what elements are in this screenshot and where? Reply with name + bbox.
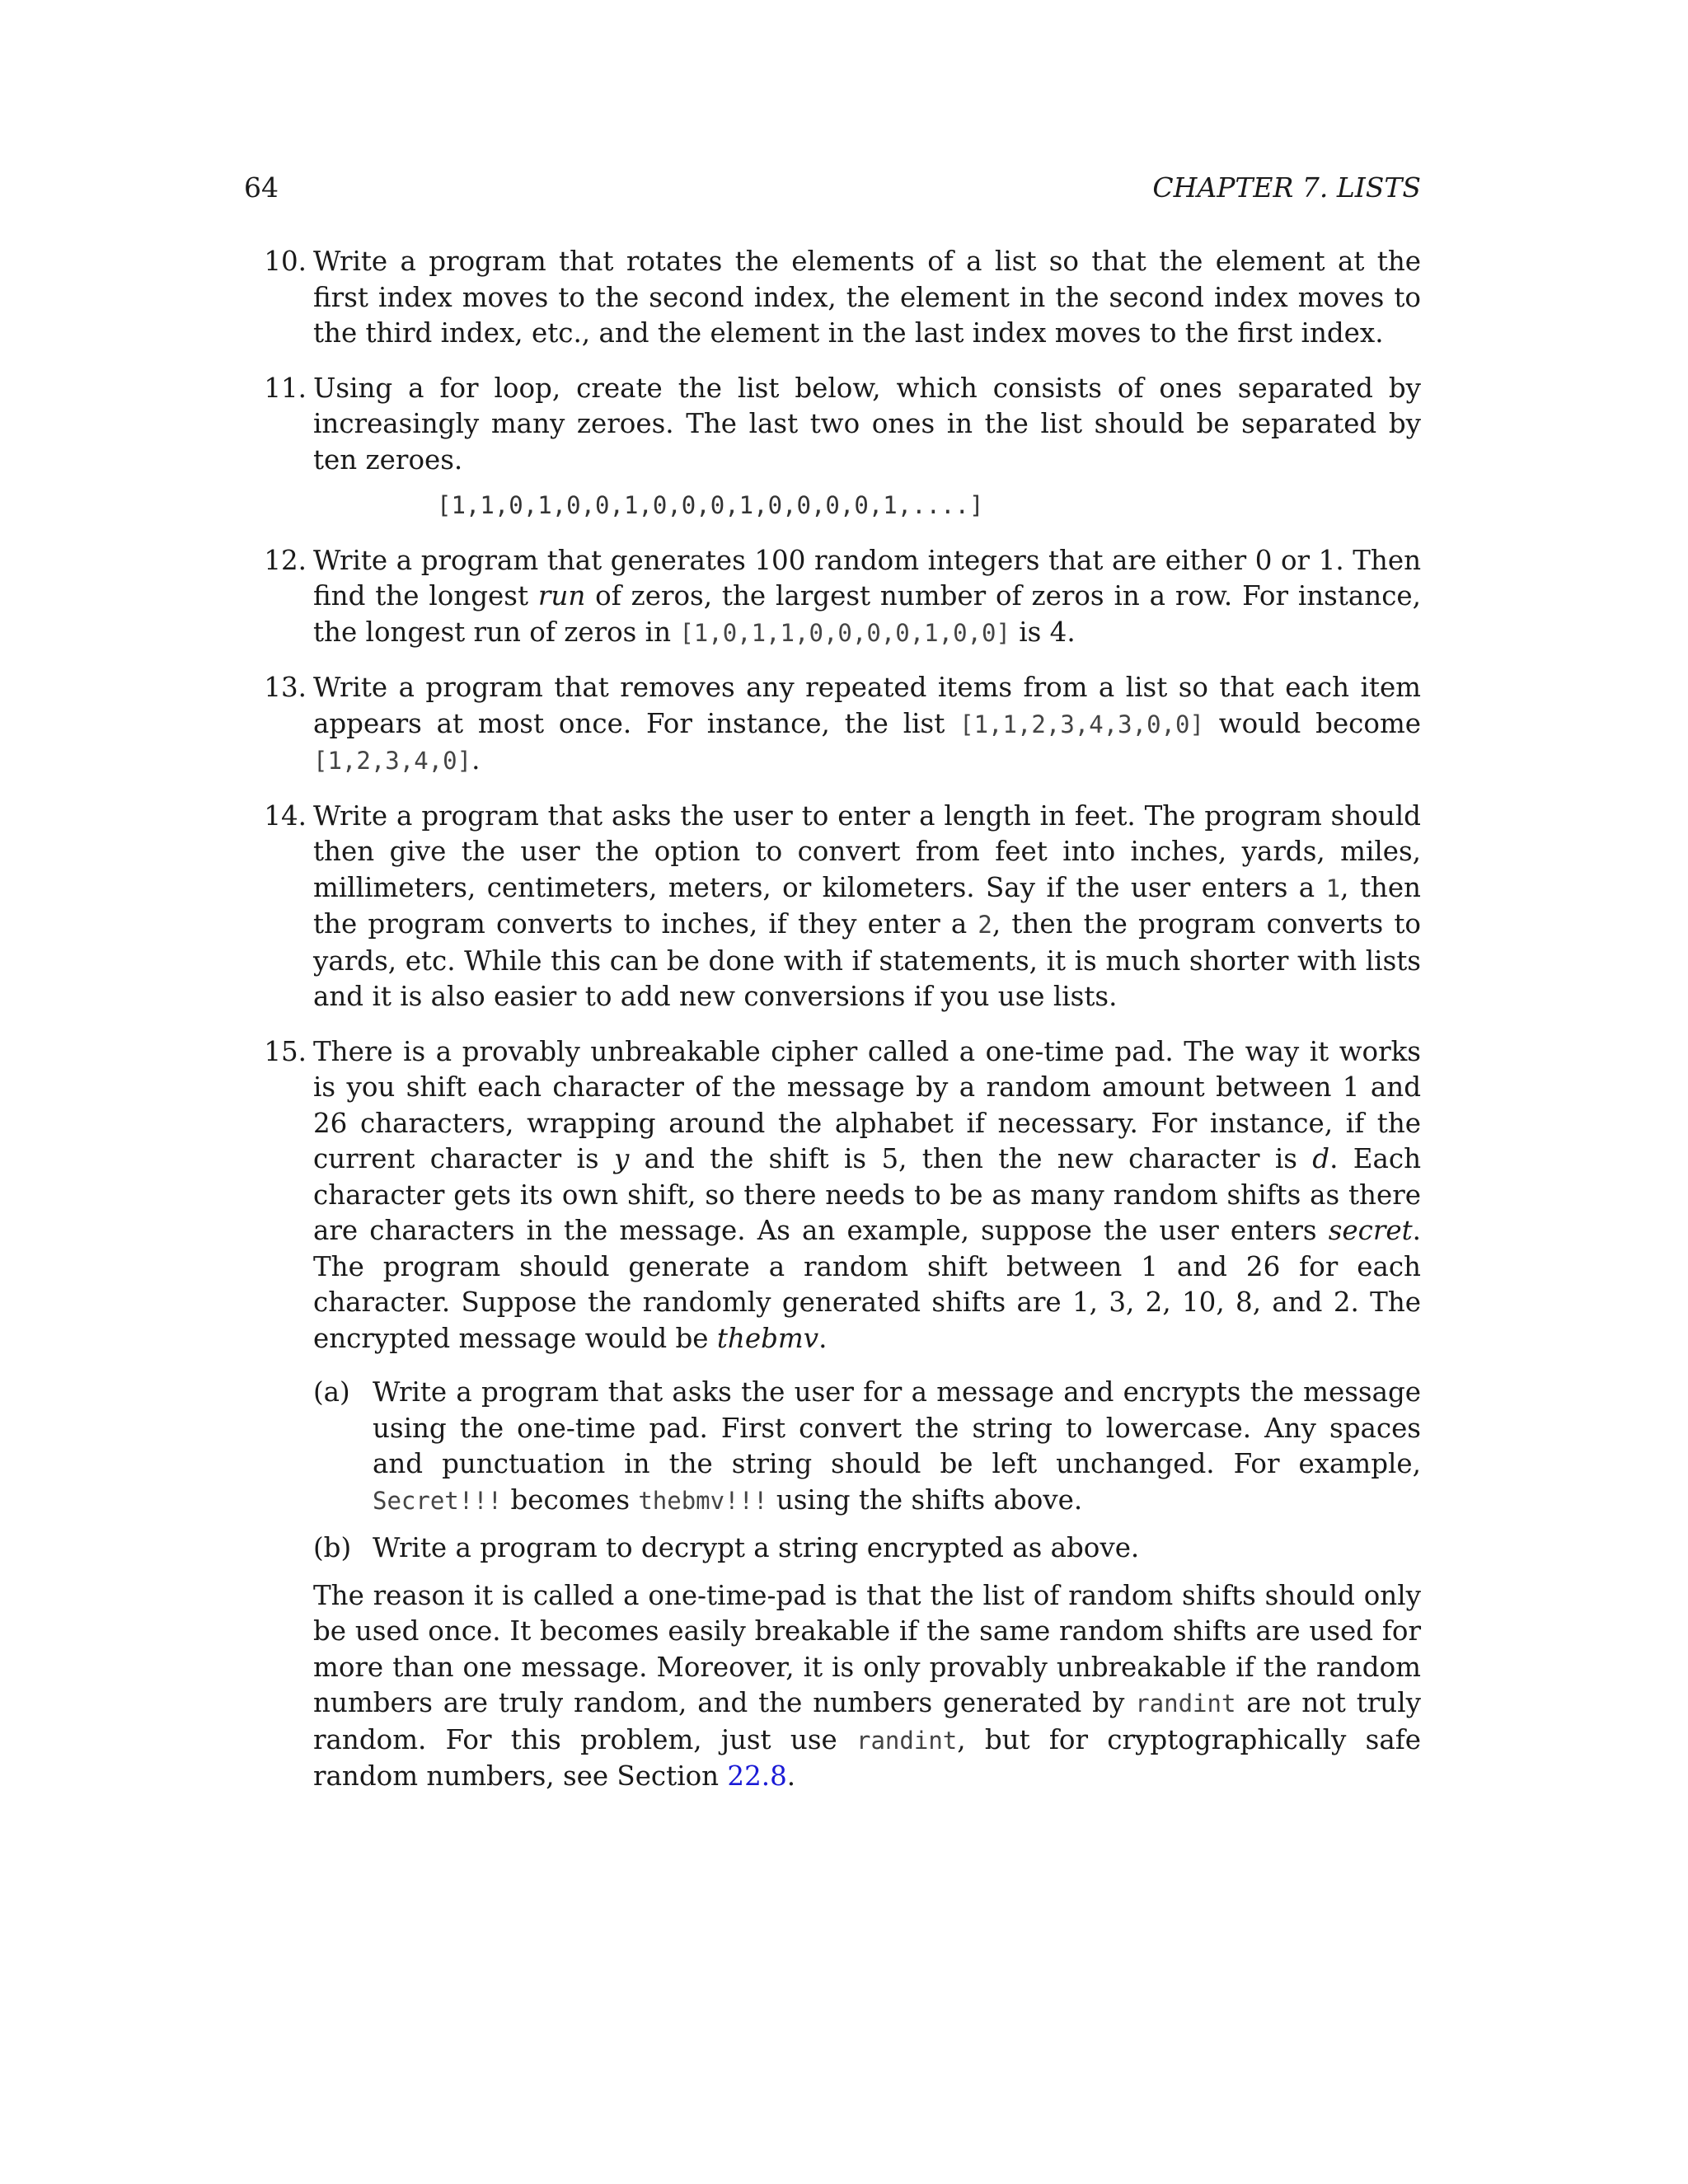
subpart-text xyxy=(373,1375,1421,1519)
exercise-body xyxy=(313,244,1421,352)
text-run: . xyxy=(471,744,481,776)
inline-code: Secret!!! xyxy=(373,1486,503,1515)
text-run: and the shift is 5, then the new character is xyxy=(629,1143,1313,1174)
inline-code: randint xyxy=(856,1726,958,1755)
text-run: Write a program that asks the user to enter a length in feet. The program should then give the user the option to convert from feet into inches, yards, miles, millimeters, centimeters, meters, or kilometers. Say if the user enters a xyxy=(313,799,1421,903)
text-run: , then the program converts to inches, if they enter a xyxy=(313,871,1421,940)
subpart-list xyxy=(313,1375,1421,1567)
text-run: of zeros, the largest number of zeros in a row. For instance, the longest run of zeros in xyxy=(313,580,1421,648)
emphasis-term: secret xyxy=(1328,1215,1413,1246)
exercise-11 xyxy=(244,371,1421,524)
exercise-number: 13. xyxy=(264,672,307,703)
page-number: 64 xyxy=(244,171,279,204)
text-run: There is a provably unbreakable cipher called a one-time pad. The way it works is you shift each character of the message by a random amount between 1 and 26 characters, wrapping around the alphabet if necessary. For instance, if the current character is xyxy=(313,1035,1421,1174)
text-run: Write a program that asks the user for a message and encrypts the message using the one-time pad. First convert the string to lowercase. Any spaces and punctuation in the string should be left unchanged. For example, xyxy=(373,1376,1421,1479)
text-run: . The program should generate a random shift between 1 and 26 for each character. Suppose the randomly generated shifts are 1, 3, 2, 10, 8, and 2. The encrypted message would be xyxy=(313,1215,1421,1354)
exercise-body xyxy=(313,371,1421,524)
emphasis-term: run xyxy=(537,580,586,612)
exercise-number: 14. xyxy=(264,799,307,832)
section-link[interactable]: 22.8 xyxy=(727,1760,787,1792)
text-run: Write a program that generates 100 random integers that are either 0 or 1. Then find the longest xyxy=(313,544,1421,612)
text-run: becomes xyxy=(502,1483,639,1516)
inline-code: 2 xyxy=(978,911,992,939)
subpart-b xyxy=(313,1530,1421,1567)
text-run: would become xyxy=(1203,707,1421,739)
code-display: [1,1,0,1,0,0,1,0,0,0,1,0,0,0,0,1,....] xyxy=(437,491,984,519)
inline-code: thebmv!!! xyxy=(638,1486,768,1515)
chapter-title: CHAPTER 7. LISTS xyxy=(1152,171,1421,204)
text-run: is 4. xyxy=(1010,616,1076,648)
exercise-list xyxy=(244,244,1421,1814)
text-run: Write a program that removes any repeated items from a list so that each item appears at most once. For instance, the list xyxy=(313,672,1421,739)
text-run: . Each character gets its own shift, so there needs to be as many random shifts as there are characters in the message. As an example, suppose the user enters xyxy=(313,1143,1421,1246)
exercise-text xyxy=(313,670,1421,780)
text-run: using the shifts above. xyxy=(767,1483,1083,1516)
exercise-14 xyxy=(244,799,1421,1015)
exercise-body xyxy=(313,670,1421,780)
inline-code: [1,1,2,3,4,3,0,0] xyxy=(959,710,1204,738)
text-run: . xyxy=(786,1760,796,1792)
exercise-number: 15. xyxy=(264,1035,307,1067)
emphasis-term: thebmv xyxy=(716,1322,819,1354)
exercise-15 xyxy=(244,1034,1421,1795)
text-run: The reason it is called a one-time-pad is that the list of random shifts should only be used once. It becomes easily breakable if the same random shifts are used for more than one message. Moreover, it is only provably unbreakable if the random numbers are truly random, and the numbers generated by xyxy=(313,1579,1421,1718)
exercise-10 xyxy=(244,244,1421,352)
inline-code: [1,2,3,4,0] xyxy=(313,747,472,775)
subpart-text: Write a program to decrypt a string encrypted as above. xyxy=(373,1532,1140,1563)
inline-code: [1,0,1,1,0,0,0,0,1,0,0] xyxy=(679,618,1010,647)
text-run: are not truly random. For this problem, just use xyxy=(313,1687,1421,1755)
exercise-body xyxy=(313,799,1421,1015)
subpart-label: (b) xyxy=(313,1532,352,1563)
exercise-number: 10. xyxy=(264,246,307,277)
exercise-number: 11. xyxy=(264,372,307,404)
emphasis-term: d xyxy=(1312,1143,1330,1174)
text-run: , then the program converts to yards, etc. While this can be done with if statements, it is much shorter with lists and it is also easier to add new conversions if you use lists. xyxy=(313,908,1421,1012)
exercise-text xyxy=(313,799,1421,1015)
exercise-body xyxy=(313,543,1421,652)
running-head xyxy=(244,168,1421,208)
text-run: , but for cryptographically safe random numbers, see Section xyxy=(313,1723,1421,1792)
emphasis-term: y xyxy=(613,1143,630,1174)
exercise-body xyxy=(313,1034,1421,1795)
exercise-number: 12. xyxy=(264,544,307,576)
text-run: . xyxy=(818,1322,828,1354)
subpart-label: (a) xyxy=(313,1376,350,1408)
closing-paragraph xyxy=(313,1578,1421,1795)
exercise-text: Using a for loop, create the list below, which consists of ones separated by increasingly many zeroes. The last two ones in the list should be separated by ten zeroes. xyxy=(313,372,1421,476)
exercise-text: Write a program that rotates the elements of a list so that the element at the first index moves to the second index, the element in the second index moves to the third index, etc., and the element in the last index moves to the first index. xyxy=(313,246,1421,349)
inline-code: 1 xyxy=(1325,874,1341,902)
subpart-a xyxy=(313,1375,1421,1519)
exercise-text xyxy=(313,543,1421,652)
exercise-13 xyxy=(244,670,1421,780)
exercise-text xyxy=(313,1034,1421,1357)
inline-code: randint xyxy=(1135,1690,1236,1718)
exercise-12 xyxy=(244,543,1421,652)
